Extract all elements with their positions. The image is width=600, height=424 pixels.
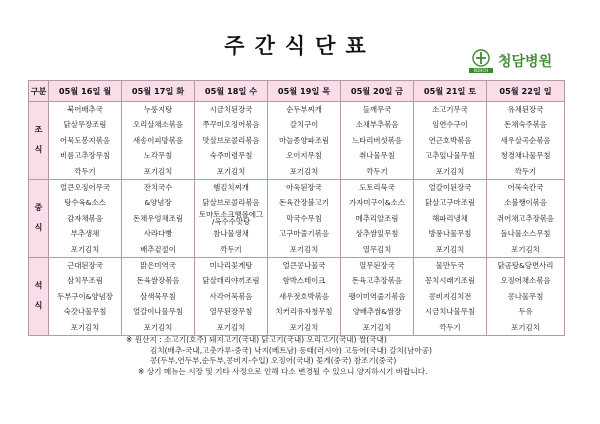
menu-item: 잔치국수: [122, 179, 195, 195]
menu-item: 포기김치: [195, 164, 268, 180]
menu-item: 미나리꽃게탕: [195, 257, 268, 273]
menu-item: 상추쌈잎무침: [341, 226, 414, 242]
menu-item: 노각무침: [122, 148, 195, 164]
menu-item: 임연수구이: [414, 117, 487, 133]
menu-item: 마늘종양파조림: [268, 133, 341, 149]
menu-item: 메추리알조림: [341, 211, 414, 227]
page-title: 주간식단표: [224, 34, 376, 58]
hospital-name: 청담병원: [498, 54, 553, 70]
menu-item: [195, 211, 268, 227]
meal-label-char: 조: [34, 125, 43, 135]
menu-item: 콩나물무침: [487, 289, 565, 305]
day-header: 05월 18일 수: [195, 81, 268, 102]
menu-item: 소고기무국: [414, 102, 487, 118]
menu-item: 열무된장무침: [195, 304, 268, 320]
day-header: 05월 17일 화: [122, 81, 195, 102]
menu-item: 새우젓호박볶음: [268, 289, 341, 305]
menu-item: 두부구이&양념장: [49, 289, 122, 305]
meal-label-char: 중: [34, 203, 43, 213]
day-header: 05월 16일 월: [49, 81, 122, 102]
menu-item: 닭살무장조림: [49, 117, 122, 133]
menu-row: [29, 195, 565, 211]
menu-item: &양념장: [122, 195, 195, 211]
hospital-emblem-icon: [468, 48, 494, 74]
menu-item: 닭곰탕&당면사리: [487, 257, 565, 273]
meal-label: [29, 102, 49, 180]
menu-row: [29, 164, 565, 180]
menu-row: [29, 289, 565, 305]
menu-row: [29, 117, 565, 133]
menu-item: 배추겉절이: [122, 242, 195, 258]
menu-item: 감자채볶음: [49, 211, 122, 227]
menu-item: 오징어채소볶음: [487, 273, 565, 289]
menu-item: 닭살데리야끼조림: [195, 273, 268, 289]
menu-item: 취나물무침: [341, 148, 414, 164]
menu-body: [29, 102, 565, 336]
menu-item: 포기김치: [49, 320, 122, 336]
menu-item: 새우살곡순볶음: [487, 133, 565, 149]
menu-item: 막국수무침: [268, 211, 341, 227]
menu-item: 참나물생채: [195, 226, 268, 242]
menu-item: 청경채나물무침: [487, 148, 565, 164]
menu-item: 돈육쌈장볶음: [122, 273, 195, 289]
menu-item: 근대된장국: [49, 257, 122, 273]
menu-item-line: 토마토소크햄볼에그: [198, 210, 264, 220]
menu-item: 꽁치시래기조림: [414, 273, 487, 289]
menu-item: 두유: [487, 304, 565, 320]
meal-label-char: 식: [34, 301, 43, 311]
menu-row: [29, 226, 565, 242]
menu-item: 함박스테이크: [268, 273, 341, 289]
menu-item: 얼갈이된장국: [414, 179, 487, 195]
meal-label-char: 식: [34, 145, 43, 155]
menu-item: 포기김치: [49, 242, 122, 258]
menu-item: 해파리냉채: [414, 211, 487, 227]
menu-item: 포기김치: [195, 320, 268, 336]
note-line: 콩(두부,연두부,순두부,콩비지-수입) 오징어(국내) 꽃게(중국) 참조기(중국): [150, 356, 397, 366]
menu-item: 방풍나물무침: [414, 226, 487, 242]
menu-item: 포기김치: [268, 164, 341, 180]
menu-item: 닭살브로콜리볶음: [195, 195, 268, 211]
menu-item: 열무김치: [341, 242, 414, 258]
header-row: [29, 81, 565, 102]
menu-item: 숙갓나물무침: [49, 304, 122, 320]
menu-item: 포기김치: [341, 320, 414, 336]
menu-item: 부추생채: [49, 226, 122, 242]
menu-item: 사각어묵볶음: [195, 289, 268, 305]
menu-item: 돌나물소스무침: [487, 226, 565, 242]
menu-item: 순두부찌개: [268, 102, 341, 118]
note-line: 김치(배추-국내,고춧가루-중국) 낙지(베트남) 동태(러시아) 고등어(국내) 갈치(남아공): [150, 345, 432, 355]
meal-label: [29, 257, 49, 335]
menu-item-line: /옥수수맛탕: [211, 217, 251, 227]
menu-item: 누룽지탕: [122, 102, 195, 118]
note-line: ※ 원산지 : 소고기(호주) 돼지고기(국내) 닭고기(국내) 오리고기(국내) 쌀(국내): [126, 335, 387, 344]
day-header: 05월 20일 금: [341, 81, 414, 102]
day-header: 05월 22일 일: [487, 81, 565, 102]
menu-item: 고추잎나물무침: [414, 148, 487, 164]
menu-item: 깍두기: [341, 164, 414, 180]
menu-item: 돈채숙주볶음: [487, 117, 565, 133]
menu-item: 팽이미역줄기볶음: [341, 289, 414, 305]
menu-row: [29, 273, 565, 289]
menu-row: [29, 257, 565, 273]
menu-row: [29, 211, 565, 227]
menu-item: 포기김치: [268, 320, 341, 336]
menu-item: 갈치구이: [268, 117, 341, 133]
note-line: ※ 상기 메뉴는 시장 및 기타 사정으로 인해 다소 변경될 수 있으니 양지하시기 바랍니다.: [138, 366, 428, 376]
menu-item: 가자미구이&소스: [341, 195, 414, 211]
menu-item: 비름고추장무침: [49, 148, 122, 164]
menu-item: 도토리묵국: [341, 179, 414, 195]
menu-item: 햄김치찌개: [195, 179, 268, 195]
menu-item: 오이지무침: [268, 148, 341, 164]
menu-item: 아욱된장국: [268, 179, 341, 195]
menu-item: 돈육간장불고기: [268, 195, 341, 211]
menu-item: 얼갈이나물무침: [122, 304, 195, 320]
menu-item: 느타리버섯볶음: [341, 133, 414, 149]
menu-item: 깍두기: [49, 164, 122, 180]
menu-item: 삼색묵무침: [122, 289, 195, 305]
menu-item: 포기김치: [268, 242, 341, 258]
day-header: 05월 21일 토: [414, 81, 487, 102]
menu-item: 어묵도봉지볶음: [49, 133, 122, 149]
menu-item: 콩비지김치전: [414, 289, 487, 305]
meal-label-char: 식: [34, 223, 43, 233]
menu-item: 소불쨍이볶음: [487, 195, 565, 211]
menu-item: 맛살브로콜리볶음: [195, 133, 268, 149]
menu-item: 맑은미역국: [122, 257, 195, 273]
menu-item: 열무된장국: [341, 257, 414, 273]
menu-item: 돈육고추장볶음: [341, 273, 414, 289]
menu-item: 사라다빵: [122, 226, 195, 242]
menu-item: 삼치무조림: [49, 273, 122, 289]
corner-label: 구분: [29, 81, 49, 102]
menu-item: 쥐어채고추장볶음: [487, 211, 565, 227]
menu-item: 닭살고구마조림: [414, 195, 487, 211]
menu-item: 고구마줄기볶음: [268, 226, 341, 242]
menu-row: [29, 242, 565, 258]
origin-notes: [126, 335, 586, 377]
menu-item: 치커리유자청무침: [268, 304, 341, 320]
weekly-menu-table: [28, 80, 565, 336]
meal-label: [29, 179, 49, 257]
menu-item: 숙주미령무침: [195, 148, 268, 164]
menu-item: 포기김치: [487, 320, 565, 336]
menu-item: 시금치나물무침: [414, 304, 487, 320]
menu-row: [29, 102, 565, 118]
menu-item: 연근호박볶음: [414, 133, 487, 149]
menu-item: 얼큰콩나물국: [268, 257, 341, 273]
menu-item: 포기김치: [122, 164, 195, 180]
menu-item: 새송이피망볶음: [122, 133, 195, 149]
menu-row: [29, 304, 565, 320]
svg-text:KOHCH: KOHCH: [473, 68, 489, 74]
menu-item: 어묵숙칸국: [487, 179, 565, 195]
menu-item: 오리살채소볶음: [122, 117, 195, 133]
menu-item: 깍두기: [195, 242, 268, 258]
menu-item: 포기김치: [487, 242, 565, 258]
menu-item: 돈채우엉채조림: [122, 211, 195, 227]
meal-label-char: 석: [34, 281, 43, 291]
menu-item: 포기김치: [122, 320, 195, 336]
menu-item: 유채된장국: [487, 102, 565, 118]
menu-row: [29, 320, 565, 336]
menu-item: 깍두기: [487, 164, 565, 180]
menu-item: 들깨무국: [341, 102, 414, 118]
menu-item: 쭈꾸미오징어볶음: [195, 117, 268, 133]
menu-item: 소채부추볶음: [341, 117, 414, 133]
hospital-logo: [468, 48, 564, 74]
menu-item: 포기김치: [414, 242, 487, 258]
menu-item: 물만두국: [414, 257, 487, 273]
menu-item: 시금치된장국: [195, 102, 268, 118]
menu-row: [29, 179, 565, 195]
menu-item: 얼큰오징어무국: [49, 179, 122, 195]
menu-item: 포기김치: [414, 164, 487, 180]
menu-item: 깍두기: [414, 320, 487, 336]
menu-item: 탕수육&소스: [49, 195, 122, 211]
menu-row: [29, 133, 565, 149]
menu-item: 양배추쌈&쌈장: [341, 304, 414, 320]
day-header: 05월 19일 목: [268, 81, 341, 102]
menu-row: [29, 148, 565, 164]
menu-item: 북어배추국: [49, 102, 122, 118]
